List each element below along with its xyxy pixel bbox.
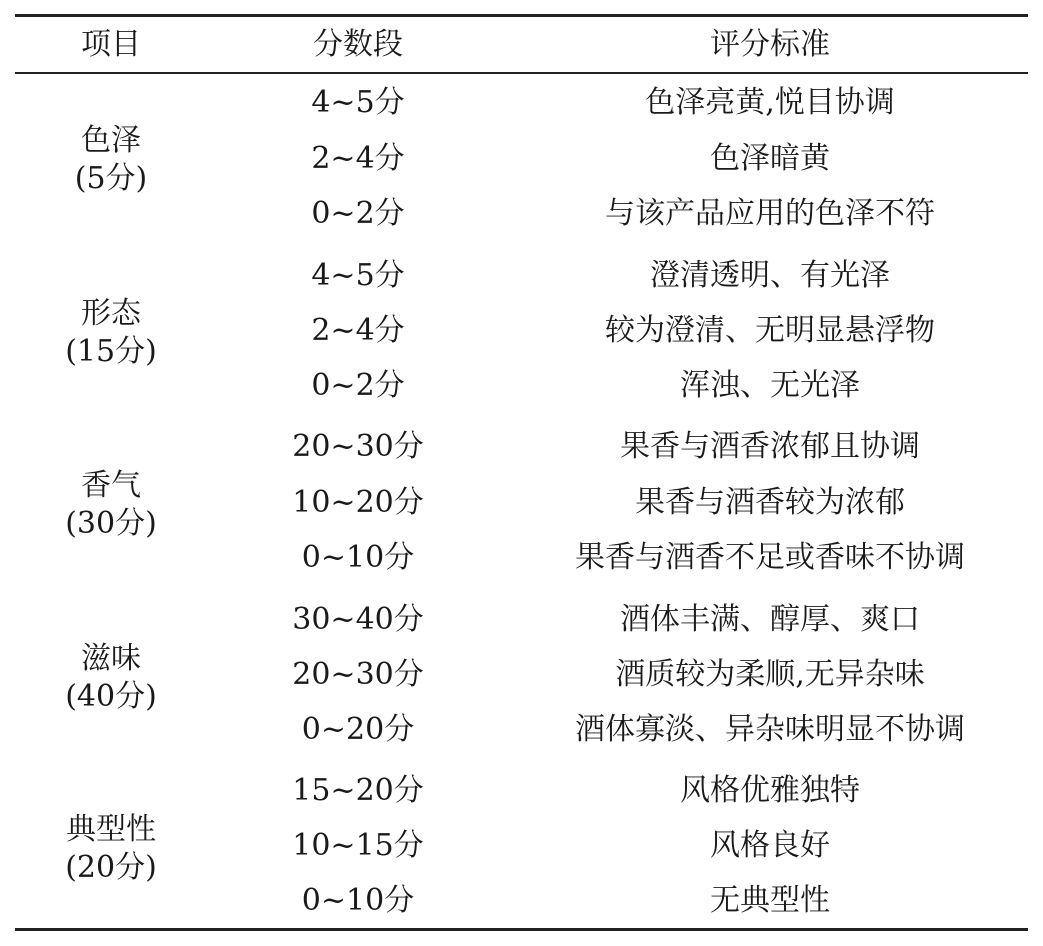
group-name: 香气 (81, 468, 141, 503)
row-range: 2~4分 (311, 313, 405, 348)
row-criteria: 风格优雅独特 (680, 773, 860, 808)
row-criteria: 酒体丰满、醇厚、爽口 (620, 602, 920, 637)
row-range: 4~5分 (311, 258, 405, 293)
group-name: 形态 (81, 296, 141, 331)
row-criteria: 酒体寡淡、异杂味明显不协调 (575, 712, 965, 747)
row-criteria: 浑浊、无光泽 (680, 368, 860, 403)
table-top-rule (15, 14, 1028, 17)
table-bottom-rule (15, 928, 1028, 931)
group-total: (5分) (74, 161, 148, 196)
row-range: 20~30分 (292, 429, 424, 464)
row-range: 0~2分 (311, 368, 405, 403)
row-range: 4~5分 (311, 85, 405, 120)
row-criteria: 较为澄清、无明显悬浮物 (605, 313, 935, 348)
row-criteria: 与该产品应用的色泽不符 (605, 196, 935, 231)
row-criteria: 果香与酒香不足或香味不协调 (575, 540, 965, 575)
header-item: 项目 (81, 27, 141, 62)
row-criteria: 色泽亮黄,悦目协调 (645, 85, 895, 120)
group-name: 色泽 (81, 123, 141, 158)
row-range: 15~20分 (292, 773, 424, 808)
group-label (65, 295, 157, 371)
row-criteria: 色泽暗黄 (710, 141, 830, 176)
row-criteria: 果香与酒香浓郁且协调 (620, 429, 920, 464)
row-range: 20~30分 (292, 657, 424, 692)
group-label (65, 811, 157, 887)
table-header-rule (15, 72, 1028, 74)
row-range: 0~10分 (301, 540, 415, 575)
row-range: 0~10分 (301, 883, 415, 918)
group-total: (15分) (65, 334, 157, 369)
group-label (75, 122, 148, 198)
group-label (65, 640, 157, 716)
row-criteria: 果香与酒香较为浓郁 (635, 485, 905, 520)
group-total: (40分) (65, 679, 157, 714)
header-criteria: 评分标准 (710, 27, 830, 62)
row-range: 0~20分 (301, 712, 415, 747)
row-criteria: 酒质较为柔顺,无异杂味 (615, 657, 925, 692)
row-range: 0~2分 (311, 196, 405, 231)
row-range: 30~40分 (292, 602, 424, 637)
group-label (65, 467, 157, 543)
row-range: 10~15分 (292, 828, 424, 863)
row-criteria: 无典型性 (710, 883, 830, 918)
group-name: 典型性 (66, 812, 156, 847)
group-total: (30分) (65, 506, 157, 541)
row-criteria: 澄清透明、有光泽 (650, 258, 890, 293)
group-name: 滋味 (81, 641, 141, 676)
row-criteria: 风格良好 (710, 828, 830, 863)
row-range: 2~4分 (311, 141, 405, 176)
group-total: (20分) (65, 850, 157, 885)
header-range: 分数段 (313, 27, 403, 62)
row-range: 10~20分 (292, 485, 424, 520)
